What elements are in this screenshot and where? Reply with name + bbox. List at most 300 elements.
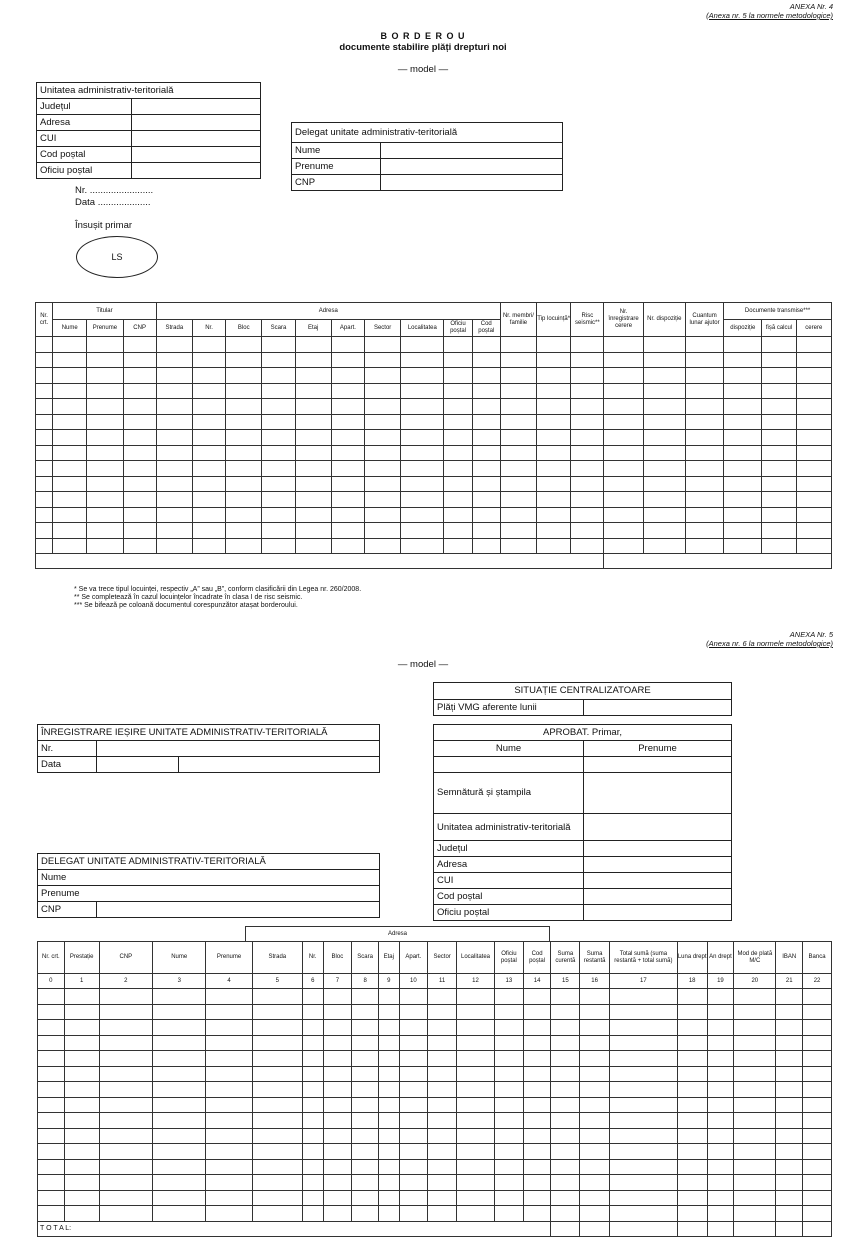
aprobat-cod-postal-value[interactable] <box>584 889 732 905</box>
table-cell[interactable] <box>206 1175 252 1191</box>
table-cell[interactable] <box>677 1097 707 1113</box>
table-cell[interactable] <box>399 1035 428 1051</box>
table-cell[interactable] <box>401 492 444 508</box>
table-cell[interactable] <box>776 1159 803 1175</box>
table-cell[interactable] <box>206 1206 252 1222</box>
table-cell[interactable] <box>399 1113 428 1129</box>
table-cell[interactable] <box>192 476 225 492</box>
table-cell[interactable] <box>323 1035 352 1051</box>
table-cell[interactable] <box>762 430 796 446</box>
table-cell[interactable] <box>87 538 123 554</box>
table-cell[interactable] <box>352 1066 379 1082</box>
table-cell[interactable] <box>734 1221 776 1236</box>
table-cell[interactable] <box>87 399 123 415</box>
table-cell[interactable] <box>523 1004 551 1020</box>
table-cell[interactable] <box>500 523 536 539</box>
table-cell[interactable] <box>495 1190 524 1206</box>
aprobat-judet-value[interactable] <box>584 841 732 857</box>
table-cell[interactable] <box>604 352 643 368</box>
table-cell[interactable] <box>444 461 472 477</box>
table-cell[interactable] <box>685 368 723 384</box>
table-cell[interactable] <box>580 1221 610 1236</box>
table-cell[interactable] <box>352 1020 379 1036</box>
table-cell[interactable] <box>206 1051 252 1067</box>
table-cell[interactable] <box>580 1128 610 1144</box>
table-cell[interactable] <box>53 523 87 539</box>
table-cell[interactable] <box>64 1066 99 1082</box>
table-cell[interactable] <box>365 445 401 461</box>
table-cell[interactable] <box>192 492 225 508</box>
table-cell[interactable] <box>685 476 723 492</box>
table-cell[interactable] <box>803 1128 832 1144</box>
table-cell[interactable] <box>551 1175 580 1191</box>
table-cell[interactable] <box>796 445 831 461</box>
table-cell[interactable] <box>302 1144 323 1160</box>
table-cell[interactable] <box>643 476 685 492</box>
table-cell[interactable] <box>401 461 444 477</box>
table-cell[interactable] <box>776 1051 803 1067</box>
table-cell[interactable] <box>604 554 832 569</box>
table-cell[interactable] <box>36 383 53 399</box>
table-cell[interactable] <box>226 430 262 446</box>
table-cell[interactable] <box>762 399 796 415</box>
table-cell[interactable] <box>323 1113 352 1129</box>
table-cell[interactable] <box>551 1190 580 1206</box>
table-cell[interactable] <box>53 476 87 492</box>
table-cell[interactable] <box>428 989 457 1005</box>
table-cell[interactable] <box>495 1113 524 1129</box>
table-cell[interactable] <box>677 1144 707 1160</box>
table-cell[interactable] <box>537 507 571 523</box>
table-cell[interactable] <box>53 507 87 523</box>
table-cell[interactable] <box>677 1020 707 1036</box>
table-cell[interactable] <box>64 1175 99 1191</box>
table-cell[interactable] <box>378 1066 399 1082</box>
table-cell[interactable] <box>500 492 536 508</box>
table-cell[interactable] <box>457 1020 495 1036</box>
table-cell[interactable] <box>457 1066 495 1082</box>
table-cell[interactable] <box>399 1082 428 1098</box>
table-cell[interactable] <box>604 399 643 415</box>
table-cell[interactable] <box>226 523 262 539</box>
table-cell[interactable] <box>707 1144 734 1160</box>
table-cell[interactable] <box>796 461 831 477</box>
table-cell[interactable] <box>123 461 156 477</box>
table-cell[interactable] <box>331 538 364 554</box>
table-cell[interactable] <box>378 1113 399 1129</box>
table-cell[interactable] <box>724 337 762 353</box>
table-cell[interactable] <box>378 1097 399 1113</box>
table-cell[interactable] <box>262 399 295 415</box>
table-cell[interactable] <box>53 337 87 353</box>
table-cell[interactable] <box>262 430 295 446</box>
table-cell[interactable] <box>53 399 87 415</box>
table-cell[interactable] <box>156 368 192 384</box>
table-cell[interactable] <box>724 492 762 508</box>
table-cell[interactable] <box>365 476 401 492</box>
table-cell[interactable] <box>604 445 643 461</box>
table-cell[interactable] <box>428 1190 457 1206</box>
table-cell[interactable] <box>153 1051 206 1067</box>
table-cell[interactable] <box>252 1159 302 1175</box>
table-cell[interactable] <box>36 492 53 508</box>
table-cell[interactable] <box>302 1004 323 1020</box>
table-cell[interactable] <box>302 1066 323 1082</box>
table-cell[interactable] <box>323 1206 352 1222</box>
table-cell[interactable] <box>537 399 571 415</box>
table-cell[interactable] <box>36 368 53 384</box>
table-cell[interactable] <box>677 1221 707 1236</box>
table-cell[interactable] <box>87 352 123 368</box>
table-cell[interactable] <box>352 1144 379 1160</box>
table-cell[interactable] <box>734 1035 776 1051</box>
table-cell[interactable] <box>262 461 295 477</box>
table-cell[interactable] <box>64 1082 99 1098</box>
table-cell[interactable] <box>252 1004 302 1020</box>
table-cell[interactable] <box>500 430 536 446</box>
table-cell[interactable] <box>734 1206 776 1222</box>
table-cell[interactable] <box>500 352 536 368</box>
table-cell[interactable] <box>610 1020 678 1036</box>
table-cell[interactable] <box>252 1051 302 1067</box>
table-cell[interactable] <box>36 430 53 446</box>
table-cell[interactable] <box>707 1004 734 1020</box>
table-cell[interactable] <box>123 523 156 539</box>
table-cell[interactable] <box>610 1004 678 1020</box>
table-cell[interactable] <box>580 1175 610 1191</box>
table-cell[interactable] <box>776 1004 803 1020</box>
table-cell[interactable] <box>472 383 500 399</box>
table-cell[interactable] <box>331 445 364 461</box>
table-cell[interactable] <box>252 1190 302 1206</box>
table-cell[interactable] <box>378 1206 399 1222</box>
table-cell[interactable] <box>302 1035 323 1051</box>
table-cell[interactable] <box>444 538 472 554</box>
table-cell[interactable] <box>472 476 500 492</box>
table-cell[interactable] <box>323 1128 352 1144</box>
table-cell[interactable] <box>331 399 364 415</box>
table-cell[interactable] <box>457 1004 495 1020</box>
table-cell[interactable] <box>495 1066 524 1082</box>
table-cell[interactable] <box>36 554 604 569</box>
table-cell[interactable] <box>226 492 262 508</box>
table-cell[interactable] <box>331 507 364 523</box>
table-cell[interactable] <box>331 352 364 368</box>
table-cell[interactable] <box>537 352 571 368</box>
table-cell[interactable] <box>495 1082 524 1098</box>
table-cell[interactable] <box>500 538 536 554</box>
table-cell[interactable] <box>571 507 604 523</box>
table-cell[interactable] <box>123 492 156 508</box>
table-cell[interactable] <box>643 399 685 415</box>
table-cell[interactable] <box>156 383 192 399</box>
table-cell[interactable] <box>302 989 323 1005</box>
table-cell[interactable] <box>156 461 192 477</box>
table-cell[interactable] <box>262 352 295 368</box>
table-cell[interactable] <box>707 1206 734 1222</box>
table-cell[interactable] <box>365 399 401 415</box>
table-cell[interactable] <box>399 1020 428 1036</box>
table-cell[interactable] <box>571 414 604 430</box>
table-cell[interactable] <box>38 1128 65 1144</box>
table-cell[interactable] <box>401 399 444 415</box>
table-cell[interactable] <box>776 1128 803 1144</box>
table-cell[interactable] <box>734 1113 776 1129</box>
table-cell[interactable] <box>252 1020 302 1036</box>
table-cell[interactable] <box>252 1035 302 1051</box>
table-cell[interactable] <box>495 1175 524 1191</box>
table-cell[interactable] <box>803 1221 832 1236</box>
table-cell[interactable] <box>580 1082 610 1098</box>
table-cell[interactable] <box>87 414 123 430</box>
table-cell[interactable] <box>707 1159 734 1175</box>
table-cell[interactable] <box>123 445 156 461</box>
table-cell[interactable] <box>734 1144 776 1160</box>
table-cell[interactable] <box>610 1051 678 1067</box>
table-cell[interactable] <box>457 1128 495 1144</box>
table-cell[interactable] <box>262 414 295 430</box>
table-cell[interactable] <box>724 368 762 384</box>
table-cell[interactable] <box>38 1020 65 1036</box>
table-cell[interactable] <box>734 1175 776 1191</box>
table-cell[interactable] <box>500 368 536 384</box>
table-cell[interactable] <box>295 492 331 508</box>
table-cell[interactable] <box>604 337 643 353</box>
table-cell[interactable] <box>401 337 444 353</box>
table-cell[interactable] <box>192 523 225 539</box>
table-cell[interactable] <box>610 1175 678 1191</box>
table-cell[interactable] <box>295 368 331 384</box>
table-cell[interactable] <box>323 1051 352 1067</box>
table-cell[interactable] <box>365 461 401 477</box>
table-cell[interactable] <box>677 1066 707 1082</box>
table-cell[interactable] <box>796 476 831 492</box>
table-cell[interactable] <box>153 1082 206 1098</box>
table-cell[interactable] <box>53 461 87 477</box>
table-cell[interactable] <box>352 989 379 1005</box>
table-cell[interactable] <box>677 1190 707 1206</box>
table-cell[interactable] <box>685 492 723 508</box>
uat-value-cui[interactable] <box>132 131 261 147</box>
table-cell[interactable] <box>226 383 262 399</box>
table-cell[interactable] <box>776 1190 803 1206</box>
table-cell[interactable] <box>707 1097 734 1113</box>
table-cell[interactable] <box>685 430 723 446</box>
table-cell[interactable] <box>378 1082 399 1098</box>
table-cell[interactable] <box>99 1066 152 1082</box>
table-cell[interactable] <box>707 1066 734 1082</box>
table-cell[interactable] <box>87 430 123 446</box>
table-cell[interactable] <box>302 1159 323 1175</box>
table-cell[interactable] <box>123 538 156 554</box>
table-cell[interactable] <box>500 461 536 477</box>
table-cell[interactable] <box>707 1128 734 1144</box>
table-cell[interactable] <box>762 383 796 399</box>
table-cell[interactable] <box>776 1206 803 1222</box>
table-cell[interactable] <box>378 1051 399 1067</box>
table-cell[interactable] <box>295 383 331 399</box>
table-cell[interactable] <box>323 1190 352 1206</box>
table-cell[interactable] <box>472 337 500 353</box>
table-cell[interactable] <box>677 1175 707 1191</box>
table-cell[interactable] <box>734 1159 776 1175</box>
table-cell[interactable] <box>762 445 796 461</box>
table-cell[interactable] <box>444 368 472 384</box>
table-cell[interactable] <box>192 538 225 554</box>
table-cell[interactable] <box>776 1221 803 1236</box>
table-cell[interactable] <box>685 352 723 368</box>
table-cell[interactable] <box>352 1128 379 1144</box>
table-cell[interactable] <box>803 1206 832 1222</box>
table-cell[interactable] <box>500 383 536 399</box>
table-cell[interactable] <box>643 461 685 477</box>
table-cell[interactable] <box>302 1128 323 1144</box>
table-cell[interactable] <box>734 1190 776 1206</box>
table-cell[interactable] <box>64 1206 99 1222</box>
table-cell[interactable] <box>734 1004 776 1020</box>
table-cell[interactable] <box>428 1020 457 1036</box>
table-cell[interactable] <box>428 1082 457 1098</box>
table-cell[interactable] <box>707 1175 734 1191</box>
table-cell[interactable] <box>192 445 225 461</box>
table-cell[interactable] <box>206 989 252 1005</box>
table-cell[interactable] <box>803 1113 832 1129</box>
table-cell[interactable] <box>604 507 643 523</box>
table-cell[interactable] <box>537 414 571 430</box>
table-cell[interactable] <box>803 1097 832 1113</box>
table-cell[interactable] <box>331 461 364 477</box>
table-cell[interactable] <box>428 1144 457 1160</box>
table-cell[interactable] <box>401 368 444 384</box>
table-cell[interactable] <box>365 414 401 430</box>
table-cell[interactable] <box>38 1113 65 1129</box>
table-cell[interactable] <box>643 337 685 353</box>
table-cell[interactable] <box>331 492 364 508</box>
table-cell[interactable] <box>551 1221 580 1236</box>
table-cell[interactable] <box>428 1113 457 1129</box>
table-cell[interactable] <box>87 445 123 461</box>
table-cell[interactable] <box>302 1206 323 1222</box>
table-cell[interactable] <box>99 1051 152 1067</box>
table-cell[interactable] <box>643 445 685 461</box>
table-cell[interactable] <box>610 1206 678 1222</box>
table-cell[interactable] <box>551 1144 580 1160</box>
table-cell[interactable] <box>707 1082 734 1098</box>
table-cell[interactable] <box>295 399 331 415</box>
table-cell[interactable] <box>38 1082 65 1098</box>
table-cell[interactable] <box>252 1206 302 1222</box>
table-cell[interactable] <box>53 445 87 461</box>
table-cell[interactable] <box>156 538 192 554</box>
table-cell[interactable] <box>571 383 604 399</box>
table-cell[interactable] <box>123 352 156 368</box>
table-cell[interactable] <box>331 430 364 446</box>
table-cell[interactable] <box>444 507 472 523</box>
table-cell[interactable] <box>523 1144 551 1160</box>
table-cell[interactable] <box>604 368 643 384</box>
table-cell[interactable] <box>156 414 192 430</box>
table-cell[interactable] <box>444 414 472 430</box>
table-cell[interactable] <box>523 1206 551 1222</box>
table-cell[interactable] <box>537 461 571 477</box>
table-cell[interactable] <box>796 492 831 508</box>
table-cell[interactable] <box>734 1051 776 1067</box>
table-cell[interactable] <box>252 1066 302 1082</box>
table-cell[interactable] <box>99 1128 152 1144</box>
table-cell[interactable] <box>457 1082 495 1098</box>
table-cell[interactable] <box>331 383 364 399</box>
table-cell[interactable] <box>803 1051 832 1067</box>
table-cell[interactable] <box>153 1206 206 1222</box>
table-cell[interactable] <box>53 368 87 384</box>
table-cell[interactable] <box>685 507 723 523</box>
table-cell[interactable] <box>537 538 571 554</box>
table-cell[interactable] <box>610 1113 678 1129</box>
table-cell[interactable] <box>571 461 604 477</box>
table-cell[interactable] <box>571 445 604 461</box>
table-cell[interactable] <box>64 1159 99 1175</box>
table-cell[interactable] <box>206 1004 252 1020</box>
table-cell[interactable] <box>295 507 331 523</box>
table-cell[interactable] <box>551 1097 580 1113</box>
table-cell[interactable] <box>762 476 796 492</box>
table-cell[interactable] <box>295 430 331 446</box>
uat-value-oficiu-postal[interactable] <box>132 163 261 179</box>
table-cell[interactable] <box>153 1020 206 1036</box>
table-cell[interactable] <box>64 1097 99 1113</box>
table-cell[interactable] <box>192 399 225 415</box>
table-cell[interactable] <box>762 523 796 539</box>
table-cell[interactable] <box>399 1190 428 1206</box>
table-cell[interactable] <box>580 1159 610 1175</box>
table-cell[interactable] <box>64 989 99 1005</box>
table-cell[interactable] <box>99 1020 152 1036</box>
table-cell[interactable] <box>331 523 364 539</box>
table-cell[interactable] <box>580 1113 610 1129</box>
table-cell[interactable] <box>604 476 643 492</box>
table-cell[interactable] <box>428 1004 457 1020</box>
table-cell[interactable] <box>399 1066 428 1082</box>
table-cell[interactable] <box>796 399 831 415</box>
table-cell[interactable] <box>399 1004 428 1020</box>
table-cell[interactable] <box>378 1035 399 1051</box>
table-cell[interactable] <box>323 1144 352 1160</box>
table-cell[interactable] <box>571 337 604 353</box>
table-cell[interactable] <box>226 507 262 523</box>
table-cell[interactable] <box>551 1082 580 1098</box>
table-cell[interactable] <box>762 352 796 368</box>
table-cell[interactable] <box>295 352 331 368</box>
table-cell[interactable] <box>428 1051 457 1067</box>
table-cell[interactable] <box>123 337 156 353</box>
table-cell[interactable] <box>472 399 500 415</box>
table-cell[interactable] <box>472 430 500 446</box>
table-cell[interactable] <box>571 399 604 415</box>
table-cell[interactable] <box>580 1051 610 1067</box>
table-cell[interactable] <box>252 1128 302 1144</box>
table-cell[interactable] <box>762 507 796 523</box>
table-cell[interactable] <box>551 1159 580 1175</box>
table-cell[interactable] <box>428 1128 457 1144</box>
table-cell[interactable] <box>803 1144 832 1160</box>
table-cell[interactable] <box>685 399 723 415</box>
table-cell[interactable] <box>38 1175 65 1191</box>
table-cell[interactable] <box>604 461 643 477</box>
table-cell[interactable] <box>262 445 295 461</box>
table-cell[interactable] <box>776 1097 803 1113</box>
table-cell[interactable] <box>724 430 762 446</box>
table-cell[interactable] <box>457 1097 495 1113</box>
